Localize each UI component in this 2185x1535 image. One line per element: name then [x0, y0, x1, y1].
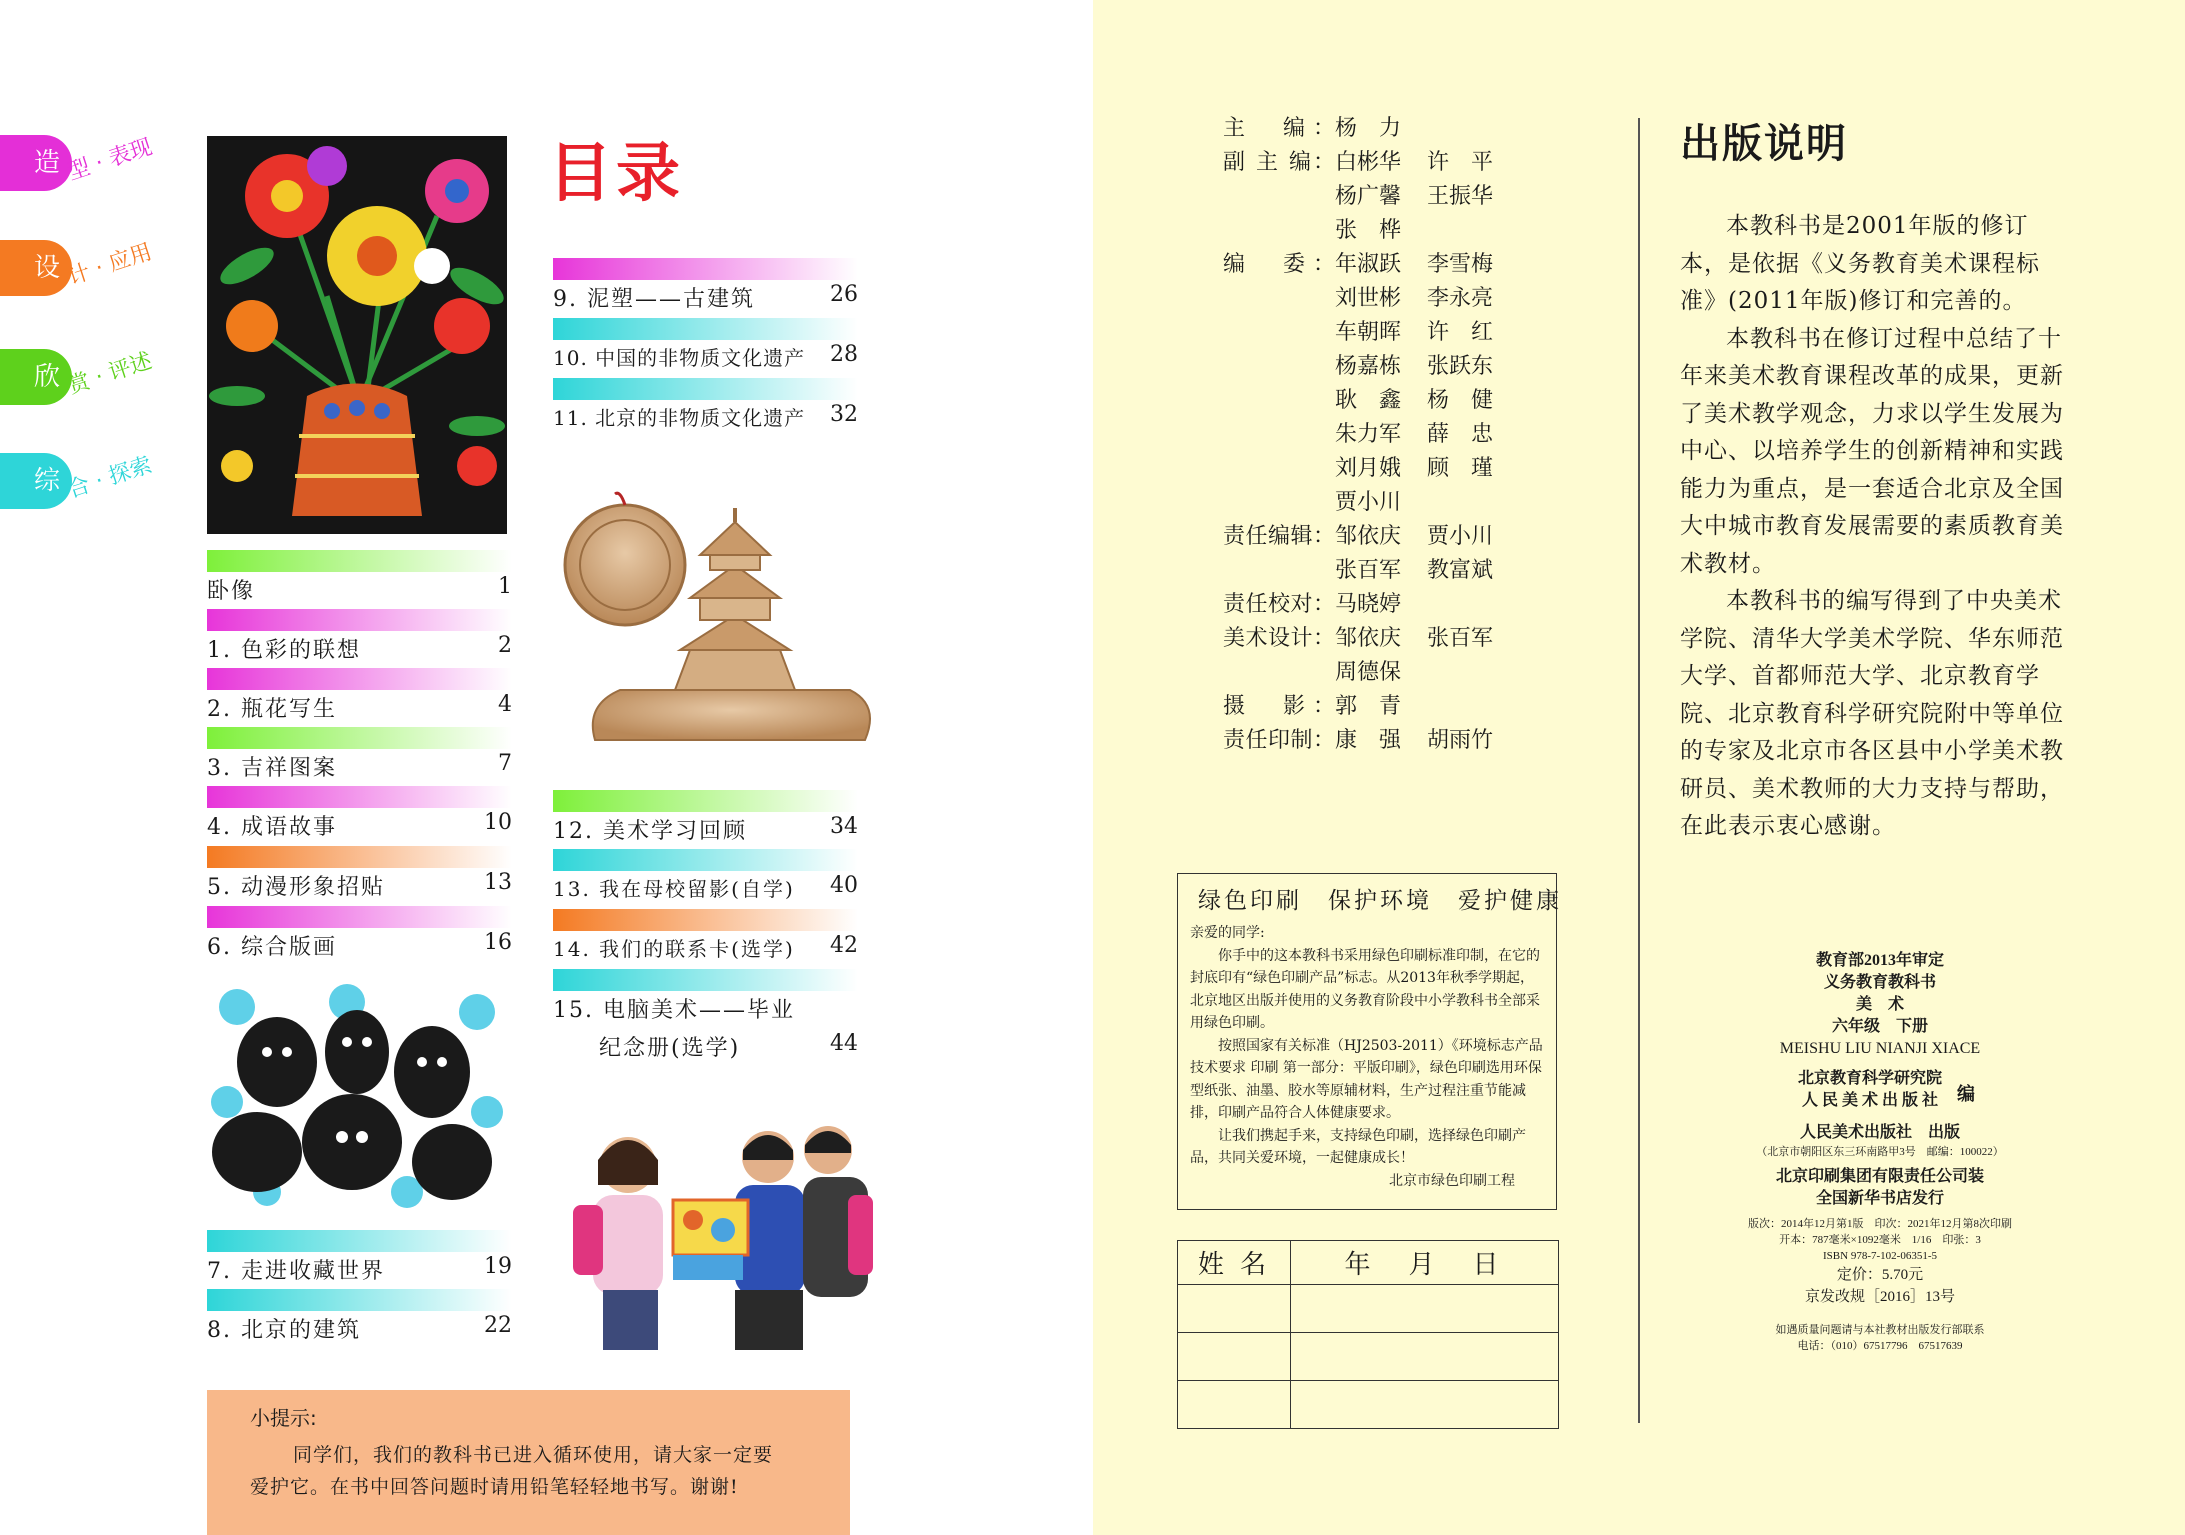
editor-row — [1223, 656, 1583, 690]
imprint-editor-suffix: 编 — [1957, 1084, 1975, 1104]
toc-color-bar — [553, 849, 858, 871]
editor-name: 教富斌 — [1427, 558, 1494, 583]
tip-box — [207, 1390, 850, 1535]
editor-name: 车朝晖 — [1335, 320, 1402, 345]
imprint-series: 义务教育教科书 — [1823, 974, 1936, 991]
toc-entry-page: 26 — [830, 282, 858, 307]
toc-color-bar — [207, 846, 512, 868]
side-tab-zonghe[interactable] — [0, 453, 72, 509]
toc-entry-label: 6. 综合版画 — [207, 935, 337, 960]
imprint-isbn: ISBN 978-7-102-06351-5 — [1823, 1250, 1937, 1262]
editor-row — [1223, 282, 1583, 316]
editor-name: 邹依庆 — [1335, 626, 1402, 651]
toc-entry-page: 40 — [830, 873, 858, 898]
toc-color-bar — [553, 318, 858, 340]
editor-role: 摄 影： — [1223, 694, 1335, 719]
right-page — [1093, 0, 2185, 1535]
name-cell[interactable] — [1178, 1285, 1291, 1333]
date-cell[interactable] — [1291, 1381, 1559, 1429]
publish-notes-body — [1680, 208, 2067, 846]
imprint-approval: 教育部2013年审定 — [1815, 952, 1944, 969]
editor-name: 许 红 — [1427, 320, 1494, 345]
toc-color-bar — [207, 1230, 512, 1252]
imprint-block — [1690, 950, 2070, 1354]
side-tab-xinshang[interactable] — [0, 349, 72, 405]
publish-notes-paragraph: 本教科书是2001年版的修订本，是依据《义务教育美术课程标准》(2011年版)修订和完善的。 — [1680, 213, 2040, 314]
editor-role: 主 编： — [1223, 116, 1335, 141]
toc-color-bar — [207, 727, 512, 749]
tip-title: 小提示: — [250, 1406, 317, 1430]
name-cell[interactable] — [1178, 1333, 1291, 1381]
toc-entry[interactable] — [207, 1289, 512, 1347]
toc-entry-page: 16 — [484, 930, 512, 955]
toc-entry-label: 12. 美术学习回顾 — [553, 819, 747, 844]
editor-name: 贾小川 — [1427, 524, 1494, 549]
editor-name: 杨 健 — [1427, 388, 1494, 413]
editor-row — [1223, 180, 1583, 214]
toc-entry-label: 2. 瓶花写生 — [207, 697, 337, 722]
toc-entry[interactable] — [207, 609, 512, 667]
editor-name: 耿 鑫 — [1335, 388, 1402, 413]
toc-color-bar — [207, 786, 512, 808]
editor-name: 李永亮 — [1427, 286, 1494, 311]
toc-color-bar — [553, 258, 858, 280]
imprint-editor: 北京教育科学研究院 — [1797, 1070, 1942, 1087]
toc-entry-label: 9. 泥塑——古建筑 — [553, 287, 755, 312]
toc-entry[interactable] — [207, 786, 512, 844]
name-cell[interactable] — [1178, 1381, 1291, 1429]
imprint-publisher: 人民美术出版社 出版 — [1799, 1124, 1960, 1141]
toc-entry[interactable] — [207, 906, 512, 964]
publish-notes-title: 出版说明 — [1680, 121, 1848, 167]
toc-entry-label: 5. 动漫形象招贴 — [207, 875, 385, 900]
editor-name: 杨 力 — [1335, 116, 1402, 141]
toc-color-bar — [553, 909, 858, 931]
toc-color-bar — [207, 550, 512, 572]
toc-entry-page: 1 — [498, 574, 512, 599]
editor-row — [1223, 350, 1583, 384]
toc-entry-page: 28 — [830, 342, 858, 367]
editor-role: 副 主 编： — [1223, 150, 1335, 175]
toc-color-bar — [553, 378, 858, 400]
side-tab-sheji[interactable] — [0, 240, 72, 296]
paper-cut-print-image — [207, 982, 507, 1210]
imprint-subject: 美 术 — [1855, 996, 1904, 1013]
editor-name: 张 桦 — [1335, 218, 1402, 243]
side-tab-label: 型 · 表现 — [64, 134, 156, 186]
editor-row — [1223, 690, 1583, 724]
editor-row — [1223, 418, 1583, 452]
editor-row — [1223, 112, 1583, 146]
editor-role: 美术设计： — [1223, 626, 1335, 651]
editor-row — [1223, 724, 1583, 758]
editor-name: 刘月娥 — [1335, 456, 1402, 481]
toc-entry-label: 11. 北京的非物质文化遗产 — [553, 406, 806, 430]
toc-entry-page: 7 — [498, 751, 512, 776]
imprint-pinyin: MEISHU LIU NIANJI XIACE — [1779, 1040, 1981, 1057]
toc-entry[interactable] — [553, 318, 858, 376]
toc-entry-label: 卧像 — [207, 579, 256, 604]
toc-entry-page: 42 — [830, 933, 858, 958]
imprint-price: 定价：5.70元 — [1836, 1267, 1924, 1283]
toc-color-bar — [207, 668, 512, 690]
editor-name: 顾 瑾 — [1427, 456, 1494, 481]
toc-color-bar — [207, 609, 512, 631]
editor-row — [1223, 146, 1583, 180]
side-tab-label: 计 · 应用 — [64, 239, 156, 291]
name-date-table — [1177, 1240, 1559, 1429]
toc-entry-label: 7. 走进收藏世界 — [207, 1259, 385, 1284]
imprint-format: 开本：787毫米×1092毫米 1/16 印张：3 — [1779, 1234, 1981, 1246]
toc-entry[interactable] — [553, 969, 858, 1069]
editor-name: 胡雨竹 — [1427, 728, 1494, 753]
toc-entry-page: 19 — [484, 1254, 512, 1279]
side-tab-first-char: 欣 — [34, 362, 61, 392]
editor-role: 责任编辑： — [1223, 524, 1335, 549]
editor-name: 康 强 — [1335, 728, 1402, 753]
date-cell[interactable] — [1291, 1285, 1559, 1333]
column-divider — [1638, 118, 1640, 1423]
toc-entry-label: 8. 北京的建筑 — [207, 1318, 361, 1343]
imprint-grade: 六年级 下册 — [1831, 1018, 1928, 1035]
editor-name: 白彬华 — [1335, 150, 1402, 175]
side-tab-label: 赏 · 评述 — [64, 348, 156, 400]
side-tab-first-char: 造 — [34, 148, 61, 178]
toc-entry-label: 13. 我在母校留影(自学) — [553, 877, 795, 901]
toc-entry-label: 1. 色彩的联想 — [207, 638, 361, 663]
toc-entry-page: 10 — [484, 810, 512, 835]
toc-entry[interactable] — [553, 378, 858, 436]
toc-entry-page: 13 — [484, 870, 512, 895]
editor-name: 周德保 — [1335, 660, 1402, 685]
side-tab-label: 合 · 探索 — [64, 452, 156, 504]
editor-name: 朱力军 — [1335, 422, 1402, 447]
imprint-printer: 北京印刷集团有限责任公司装 — [1775, 1168, 1984, 1185]
date-cell[interactable] — [1291, 1333, 1559, 1381]
toc-color-bar — [207, 1289, 512, 1311]
imprint-distributor: 全国新华书店发行 — [1815, 1190, 1944, 1207]
editor-name: 郭 青 — [1335, 694, 1402, 719]
green-printing-para: 你手中的这本教科书采用绿色印刷标准印制，在它的封底印有“绿色印刷产品”标志。从2013年秋季学期起，北京地区出版并使用的义务教育阶段中小学教科书全部采用绿色印刷。 — [1190, 947, 1540, 1031]
green-printing-notice — [1177, 873, 1562, 1210]
toc-entry-page: 4 — [498, 692, 512, 717]
date-header: 年 月 日 — [1291, 1241, 1559, 1285]
side-tab-first-char: 综 — [34, 466, 61, 496]
imprint-license: 京发改规［2016］13号 — [1804, 1289, 1955, 1305]
imprint-edition: 版次：2014年12月第1版 印次：2021年12月第8次印刷 — [1748, 1218, 2012, 1230]
editor-name: 李雪梅 — [1427, 252, 1494, 277]
green-printing-title: 绿色印刷 保护环境 爱护健康 — [1198, 888, 1562, 914]
green-printing-para: 让我们携起手来，支持绿色印刷，选择绿色印刷产品，共同关爱环境，一起健康成长！ — [1190, 1127, 1526, 1166]
editor-row — [1223, 486, 1583, 520]
editor-row — [1223, 520, 1583, 554]
editor-name: 贾小川 — [1335, 490, 1402, 515]
editor-role: 责任校对： — [1223, 592, 1335, 617]
toc-entry[interactable] — [207, 550, 512, 608]
imprint-quality-note: 如遇质量问题请与本社教材出版发行部联系 — [1775, 1324, 1985, 1336]
name-header: 姓 名 — [1178, 1241, 1291, 1285]
toc-entry-label: 14. 我们的联系卡(选学) — [553, 937, 795, 961]
toc-entry[interactable] — [207, 727, 512, 785]
editor-name: 许 平 — [1427, 150, 1494, 175]
editor-name: 薛 忠 — [1427, 422, 1494, 447]
editor-row — [1223, 622, 1583, 656]
editor-row — [1223, 248, 1583, 282]
editor-row — [1223, 452, 1583, 486]
editor-list — [1223, 112, 1583, 758]
side-tab-zaoxing[interactable] — [0, 135, 72, 191]
toc-entry-label: 15. 电脑美术——毕业 — [553, 998, 795, 1023]
editor-name: 张百军 — [1427, 626, 1494, 651]
editor-row — [1223, 214, 1583, 248]
editor-name: 邹依庆 — [1335, 524, 1402, 549]
editor-row — [1223, 316, 1583, 350]
toc-entry-label: 4. 成语故事 — [207, 815, 337, 840]
editor-name: 杨嘉栋 — [1335, 354, 1402, 379]
tip-line-1: 同学们，我们的教科书已进入循环使用，请大家一定要 — [293, 1444, 774, 1466]
toc-entry-page: 22 — [484, 1313, 512, 1338]
toc-entry-label-line2: 纪念册(选学) — [599, 1036, 741, 1061]
toc-entry-page: 34 — [830, 814, 858, 839]
publish-notes-paragraph: 本教科书在修订过程中总结了十年来美术教育课程改革的成果，更新了美术教学观念，力求以学生发展为中心、以培养学生的创新精神和实践能力为重点，是一套适合北京及全国大中城市教育发展需要的素质教育美术教材。 — [1680, 325, 2064, 577]
editor-name: 张跃东 — [1427, 354, 1494, 379]
editor-name: 杨广馨 — [1335, 184, 1402, 209]
editor-name: 张百军 — [1335, 558, 1402, 583]
toc-color-bar — [553, 969, 858, 991]
toc-entry[interactable] — [207, 668, 512, 726]
editor-name: 王振华 — [1427, 184, 1494, 209]
editor-role: 编 委： — [1223, 252, 1335, 277]
students-photo — [553, 1105, 873, 1350]
toc-entry-label: 10. 中国的非物质文化遗产 — [553, 346, 806, 370]
flower-vase-painting — [207, 136, 507, 534]
toc-entry-page: 32 — [830, 402, 858, 427]
toc-entry-page: 2 — [498, 633, 512, 658]
editor-name: 年淑跃 — [1335, 252, 1402, 277]
tip-line-2: 爱护它。在书中回答问题时请用铅笔轻轻地书写。谢谢! — [250, 1476, 739, 1498]
editor-name: 刘世彬 — [1335, 286, 1402, 311]
editor-name: 马晓婷 — [1335, 592, 1402, 617]
toc-entry[interactable] — [553, 909, 858, 967]
toc-entry[interactable] — [207, 846, 512, 904]
toc-color-bar — [553, 790, 858, 812]
imprint-editor: 人 民 美 术 出 版 社 — [1801, 1092, 1938, 1109]
toc-color-bar — [207, 906, 512, 928]
editor-row — [1223, 588, 1583, 622]
green-printing-para: 按照国家有关标准（HJ2503-2011）《环境标志产品技术要求 印刷 第一部分：平版印刷》，绿色印刷选用环保型纸张、油墨、胶水等原辅材料，生产过程注重节能减排，印刷产品符合人体健康要求。 — [1190, 1037, 1543, 1121]
toc-entry-page: 44 — [830, 1031, 858, 1056]
side-tab-first-char: 设 — [34, 253, 61, 283]
publish-notes-paragraph: 本教科书的编写得到了中央美术学院、清华大学美术学院、华东师范大学、首都师范大学、北京教育学院、北京教育科学研究院附中等单位的专家及北京市各区县中小学美术教研员、美术教师的大力支持与帮助，在此表示衷心感谢。 — [1680, 588, 2064, 839]
toc-entry[interactable] — [207, 1230, 512, 1288]
green-printing-greeting: 亲爱的同学: — [1190, 925, 1265, 941]
imprint-address: （北京市朝阳区东三环南路甲3号 邮编：100022） — [1756, 1146, 2004, 1158]
editor-row — [1223, 384, 1583, 418]
toc-entry-label: 3. 吉祥图案 — [207, 756, 337, 781]
green-printing-signature: 北京市绿色印刷工程 — [1389, 1172, 1515, 1189]
editor-role: 责任印制： — [1223, 728, 1335, 753]
clay-temple-model-image — [560, 490, 900, 760]
toc-entry[interactable] — [553, 258, 858, 316]
toc-entry[interactable] — [553, 790, 858, 848]
editor-row — [1223, 554, 1583, 588]
toc-entry[interactable] — [553, 849, 858, 907]
toc-title: 目录 — [548, 137, 684, 211]
imprint-phone: 电话：（010）67517796 67517639 — [1797, 1340, 1963, 1352]
